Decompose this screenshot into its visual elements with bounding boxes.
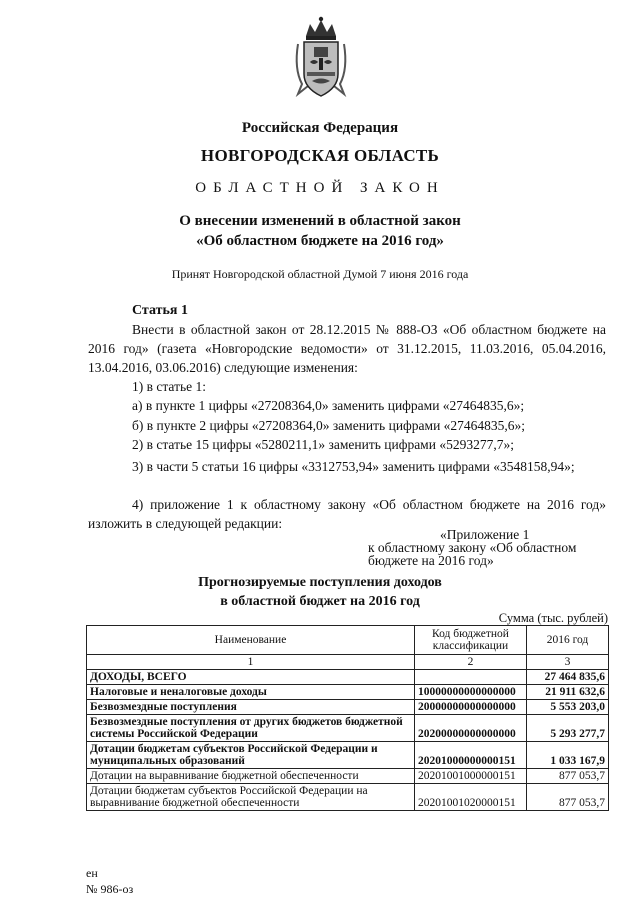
footer-document-number: № 986-оз [86, 882, 134, 896]
row-value: 27 464 835,6 [527, 670, 609, 685]
row-name: Безвозмездные поступления [87, 700, 415, 715]
column-number: 3 [527, 655, 609, 670]
row-code: 20000000000000000 [415, 700, 527, 715]
table-row [87, 670, 609, 685]
table-row [87, 700, 609, 715]
row-value: 21 911 632,6 [527, 685, 609, 700]
item-2: 2) в статье 15 цифры «5280211,1» заменить цифрами «5293277,7»; [132, 437, 514, 452]
row-code: 20200000000000000 [415, 715, 527, 742]
item-3: 3) в части 5 статьи 16 цифры «3312753,94» заменить цифрами «3548158,94»; [132, 459, 575, 474]
column-number: 1 [87, 655, 415, 670]
item-1: 1) в статье 1: [132, 379, 206, 394]
item-1a: а) в пункте 1 цифры «27208364,0» заменить цифрами «27464835,6»; [132, 398, 525, 413]
footer-initials: ен [86, 866, 98, 880]
row-value: 1 033 167,9 [527, 742, 609, 769]
column-number-row [87, 655, 609, 670]
appendix-reference [368, 528, 608, 567]
table-unit-label: Сумма (тыс. рублей) [498, 611, 608, 625]
row-name: Дотации бюджетам субъектов Российской Федерации и муниципальных образований [87, 742, 415, 769]
federation-heading: Российская Федерация [241, 120, 399, 136]
row-code [415, 670, 527, 685]
row-name: Налоговые и неналоговые доходы [87, 685, 415, 700]
table-row [87, 742, 609, 769]
row-name: Дотации бюджетам субъектов Российской Федерации на выравнивание бюджетной обеспеченности [87, 784, 415, 811]
table-row [87, 784, 609, 811]
row-name: ДОХОДЫ, ВСЕГО [87, 670, 415, 685]
law-title-line-2: «Об областном бюджете на 2016 год» [196, 233, 444, 249]
row-code: 10000000000000000 [415, 685, 527, 700]
row-value: 5 293 277,7 [527, 715, 609, 742]
law-title-line-1: О внесении изменений в областной закон [179, 213, 461, 229]
law-type-heading: ОБЛАСТНОЙ ЗАКОН [195, 180, 445, 196]
appendix-line-2: к областному закону «Об областном бюджете на 2016 год» [368, 540, 577, 568]
row-code: 20201001000000151 [415, 769, 527, 784]
row-code: 20201000000000151 [415, 742, 527, 769]
table-row [87, 685, 609, 700]
row-value: 877 053,7 [527, 784, 609, 811]
item-4: 4) приложение 1 к областному закону «Об областном бюджете на 2016 год» изложить в следующей редакции: [88, 497, 606, 531]
row-code: 20201001020000151 [415, 784, 527, 811]
article-intro-paragraph: Внести в областной закон от 28.12.2015 № 888-ОЗ «Об областном бюджете на 2016 год» (газета «Новгородские ведомости» от 31.12.2015, 11.03.2016, 05.04.2016, 13.04.2016, 03.06.2016) следующие изменения: [88, 322, 606, 375]
column-number: 2 [415, 655, 527, 670]
row-name: Безвозмездные поступления от других бюджетов бюджетной системы Российской Федерации [87, 715, 415, 742]
table-row [87, 715, 609, 742]
item-1b: б) в пункте 2 цифры «27208364,0» заменить цифрами «27464835,6»; [132, 418, 526, 433]
row-name: Дотации на выравнивание бюджетной обеспеченности [87, 769, 415, 784]
table-header-row [87, 626, 609, 655]
revenue-table [86, 625, 609, 811]
adoption-note: Принят Новгородской областной Думой 7 июня 2016 года [171, 267, 469, 281]
region-heading: НОВГОРОДСКАЯ ОБЛАСТЬ [200, 146, 440, 165]
row-value: 5 553 203,0 [527, 700, 609, 715]
row-value: 877 053,7 [527, 769, 609, 784]
table-row [87, 769, 609, 784]
header-name: Наименование [87, 626, 415, 655]
header-year: 2016 год [527, 626, 609, 655]
article-heading: Статья 1 [132, 303, 188, 318]
appendix-line-1: «Приложение 1 [440, 527, 530, 542]
header-code: Код бюджетной классификации [415, 626, 527, 655]
coat-of-arms-emblem [292, 14, 350, 102]
table-title-line-2: в областной бюджет на 2016 год [220, 594, 420, 609]
table-title-line-1: Прогнозируемые поступления доходов [198, 575, 442, 590]
